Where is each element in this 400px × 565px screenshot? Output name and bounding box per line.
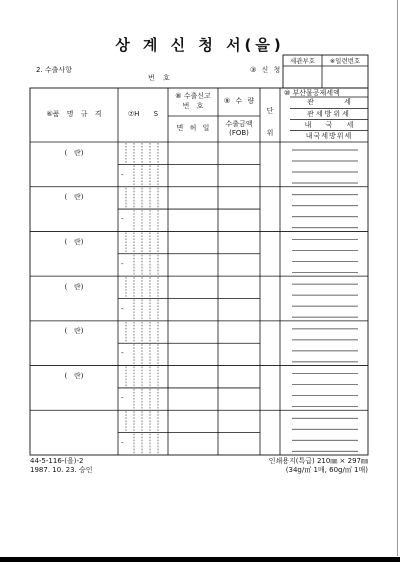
header-export-amount-basis: (FOB) [229, 128, 249, 137]
hs-code-separator: - [121, 438, 124, 447]
paper-weight: (34g/㎡ 1매, 60g/㎡ 1매) [285, 466, 368, 474]
scan-bottom-bar [0, 557, 400, 562]
application-label: ③ 신 청 [250, 65, 281, 74]
hs-code-separator: - [121, 259, 124, 268]
hs-code-separator: - [121, 304, 124, 313]
item-row-reference: ( 란) [64, 372, 84, 381]
paper-spec: 인쇄용지(특급) 210㎜ × 297㎜ [268, 457, 368, 465]
header-unit-top: 단 [266, 106, 274, 115]
header-license-date: 면 허 일 [176, 123, 210, 132]
hs-code-separator: - [121, 215, 124, 224]
item-row-reference: ( 란) [64, 193, 84, 202]
header-export-declaration: ⑧ 수출신고 [175, 91, 211, 100]
serial-number-label: ※일련번호 [329, 56, 361, 65]
header-byproduct-deduction: ⑩ 부산물공제세액 [284, 88, 340, 97]
tax-label-customs-defense-tax: 관세방위세 [307, 109, 351, 118]
hs-code-separator: - [121, 349, 124, 358]
hs-code-separator: - [121, 394, 124, 403]
header-quantity: ⑨ 수 량 [223, 96, 255, 105]
form-number: 44-5-116-(을)-2 [30, 457, 84, 465]
form-title: 상 계 신 청 서(을) [115, 36, 285, 54]
hs-code-separator: - [121, 170, 124, 179]
number-label: 번 호 [148, 73, 170, 82]
item-row-reference: ( 란) [64, 148, 84, 157]
item-row-reference: ( 란) [64, 327, 84, 336]
customs-code-label: 세관부호 [289, 56, 316, 65]
header-unit-bottom: 위 [266, 129, 274, 137]
header-item-spec: ⑥품 명 규 격 [46, 110, 102, 118]
item-row-reference: ( 란) [64, 237, 84, 246]
tax-label-customs-duty: 관 세 [307, 98, 351, 106]
tax-label-domestic-tax: 내 국 세 [304, 120, 354, 129]
export-section-heading: 2. 수출사항 [36, 65, 72, 74]
table-border [30, 88, 368, 455]
scan-edge-line [397, 0, 398, 556]
header-hs-code: ⑦H S [127, 110, 159, 118]
header-export-amount: 수출금액 [225, 119, 253, 128]
tax-label-domestic-defense-tax: 내국세방위세 [305, 131, 353, 140]
item-row-reference: ( 란) [64, 282, 84, 291]
approval-date: 1987. 10. 23. 승인 [30, 466, 93, 474]
header-export-declaration-number: 번 호 [182, 101, 204, 110]
